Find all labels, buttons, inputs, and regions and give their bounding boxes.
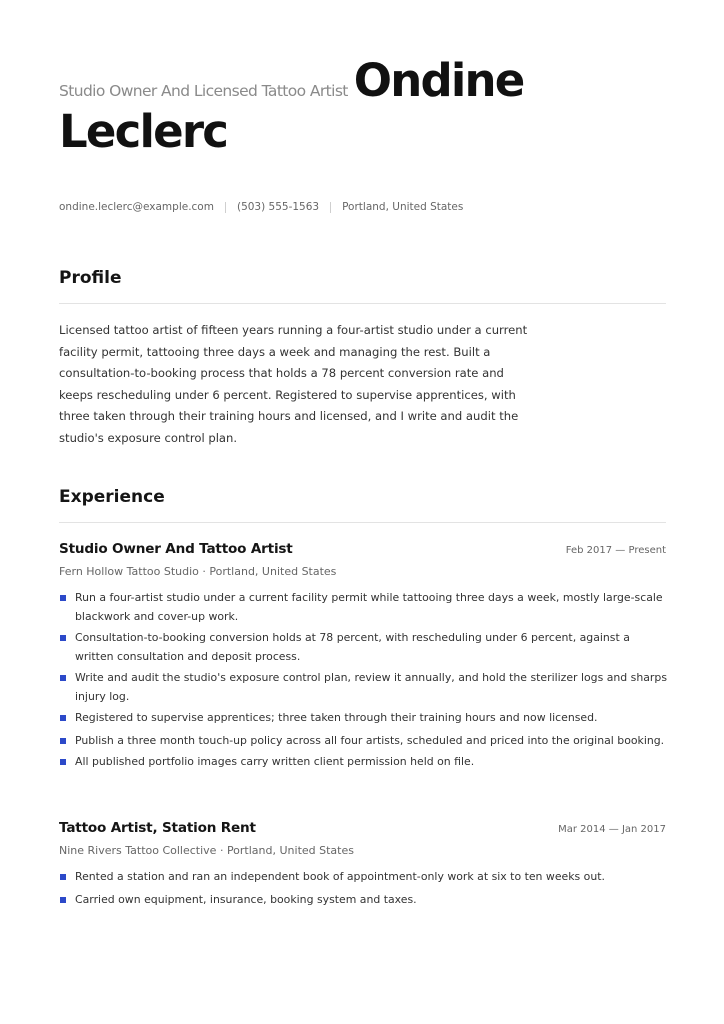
resume-header — [59, 54, 679, 158]
job-dates: Feb 2017 — Present — [565, 545, 666, 556]
job-organization: Nine Rivers Tattoo Collective · Portland, United States — [59, 844, 354, 857]
profile-heading: Profile — [59, 268, 122, 288]
list-item: All published portfolio images carry written client permission held on file. — [59, 753, 669, 772]
last-name: Leclerc — [59, 105, 228, 158]
contact-phone[interactable]: (503) 555-1563 — [236, 201, 320, 213]
job-title: Studio Owner And Tattoo Artist — [59, 541, 293, 557]
contact-email[interactable]: ondine.leclerc@example.com — [59, 201, 214, 213]
job-title: Tattoo Artist, Station Rent — [59, 820, 256, 836]
list-item: Consultation-to-booking conversion holds at 78 percent, with rescheduling under 6 percent, against a written consultation and deposit process. — [59, 629, 669, 666]
title-line — [59, 54, 679, 107]
experience-divider — [59, 522, 666, 523]
list-item: Run a four-artist studio under a current facility permit while tattooing three days a week, mostly large-scale blackwork and cover-up work. — [59, 589, 669, 626]
job-bullets — [59, 589, 669, 772]
contact-divider — [330, 202, 331, 213]
list-item: Write and audit the studio's exposure control plan, review it annually, and hold the sterilizer logs and sharps injury log. — [59, 669, 669, 706]
list-item: Carried own equipment, insurance, booking system and taxes. — [59, 891, 669, 910]
first-name: Ondine — [353, 54, 524, 107]
list-item: Publish a three month touch-up policy across all four artists, scheduled and priced into the original booking. — [59, 732, 669, 751]
job-bullets — [59, 868, 669, 909]
profile-divider — [59, 303, 666, 304]
list-item: Registered to supervise apprentices; three taken through their training hours and now licensed. — [59, 709, 669, 728]
contact-bar — [59, 201, 463, 213]
job-dates: Mar 2014 — Jan 2017 — [558, 824, 666, 835]
experience-heading: Experience — [59, 487, 165, 507]
job-subtitle: Studio Owner And Licensed Tattoo Artist — [59, 82, 348, 100]
profile-text: Licensed tattoo artist of fifteen years running a four-artist studio under a current facility permit, tattooing three days a week and managing the rest. Built a consultation-to-booking process that holds a 78 percent conversion rate and keeps rescheduling under 6 percent. Registered to supervise apprentices, with three taken through their training hours and licensed, and I write and audit the studio's exposure control plan. — [59, 323, 528, 445]
list-item: Rented a station and ran an independent book of appointment-only work at six to ten weeks out. — [59, 868, 669, 887]
contact-divider — [225, 202, 226, 213]
job-organization: Fern Hollow Tattoo Studio · Portland, United States — [59, 565, 337, 578]
contact-location: Portland, United States — [342, 201, 464, 213]
